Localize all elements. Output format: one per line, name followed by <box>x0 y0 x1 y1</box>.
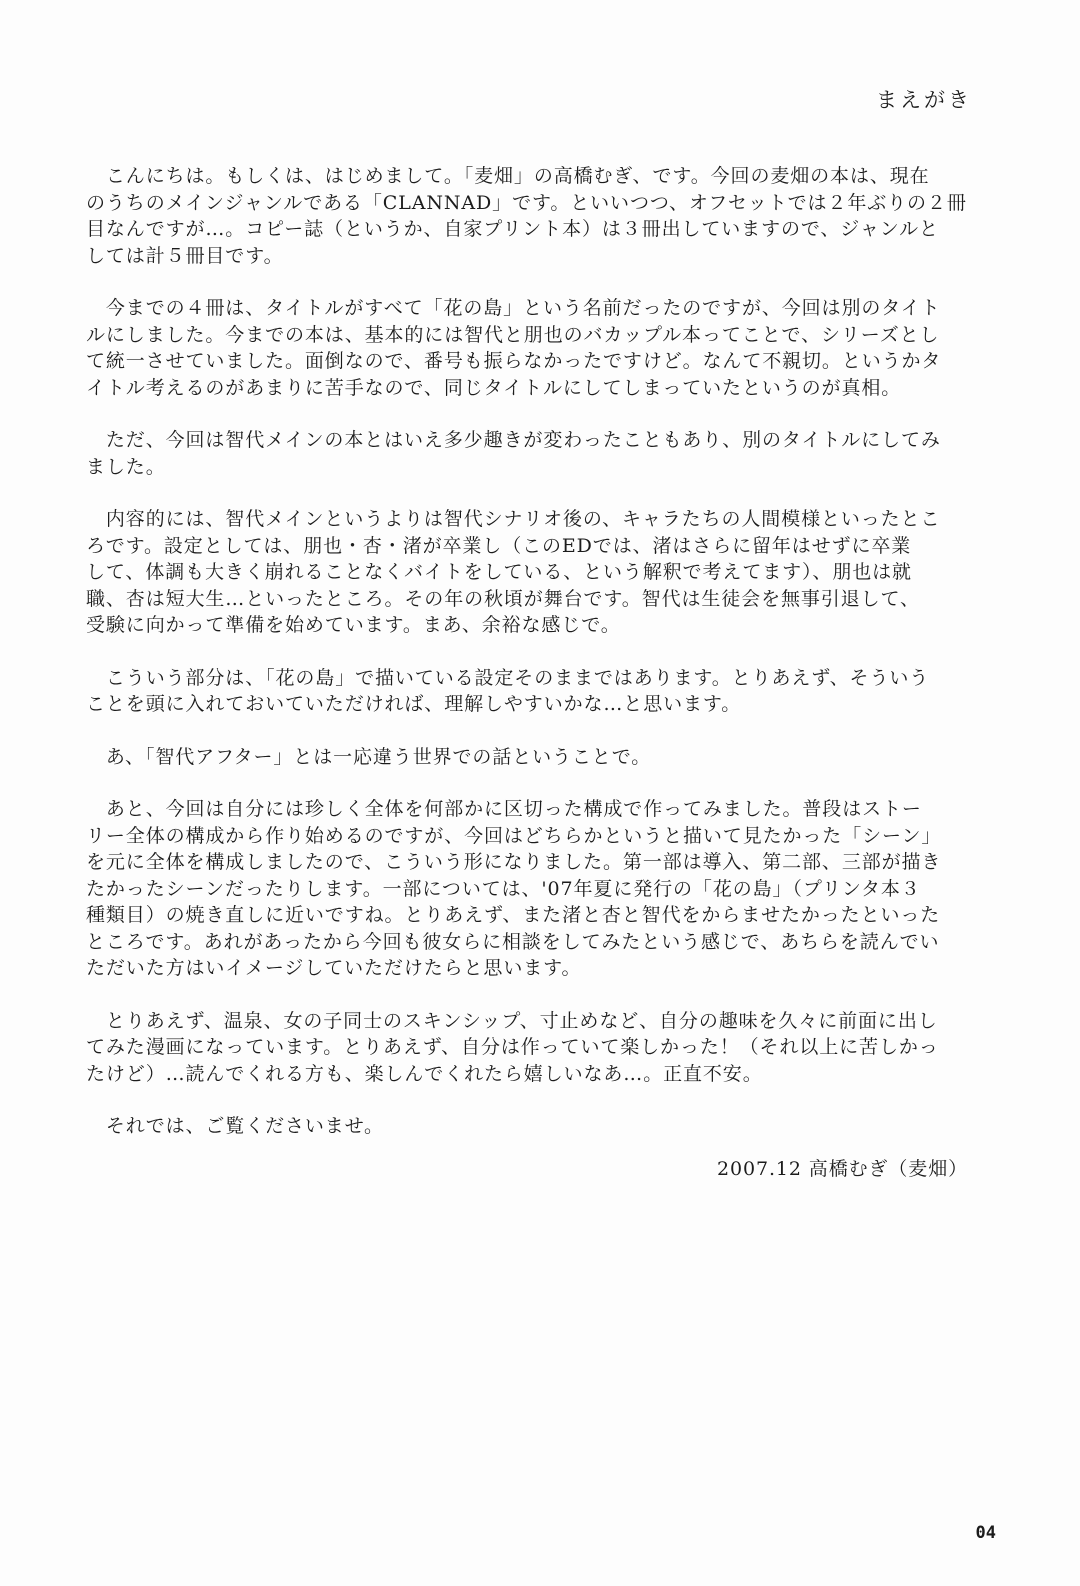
text-line: ことを頭に入れておいていただければ、理解しやすいかな…と思います。 <box>86 693 742 715</box>
text-line: たかったシーンだったりします。一部については、'07年夏に発行の「花の島」（プリンタ本３ <box>86 877 921 900</box>
text-line: ました。 <box>86 455 166 478</box>
paragraph <box>86 796 978 982</box>
paragraph <box>86 665 978 718</box>
text-line: てみた漫画になっています。とりあえず、自分は作っていて楽しかった！（それ以上に苦しかっ <box>86 1036 939 1058</box>
text-line: して、体調も大きく崩れることなくバイトをしている、という解釈で考えてます）、朋也は就 <box>86 561 912 583</box>
text-line: あ、「智代アフター」とは一応違う世界での話ということで。 <box>86 745 652 768</box>
text-line: とりあえず、温泉、女の子同士のスキンシップ、寸止めなど、自分の趣味を久々に前面に出し <box>86 1009 938 1032</box>
paragraph <box>86 1008 978 1088</box>
text-line: こういう部分は、「花の島」で描いている設定そのままではあります。とりあえず、そういう <box>86 666 930 689</box>
page-number: 04 <box>975 1523 996 1543</box>
text-line: こんにちは。もしくは、はじめまして。「麦畑」の高橋むぎ、です。今回の麦畑の本は、現在 <box>86 165 930 187</box>
paragraph <box>86 744 978 771</box>
preface-body <box>86 163 978 1166</box>
paragraph <box>86 1113 978 1140</box>
text-line: のうちのメインジャンルである「CLANNAD」です。といいつつ、オフセットでは２年ぶりの２冊 <box>86 191 967 214</box>
text-line: ルにしました。今までの本は、基本的には智代と朋也のバカップル本ってことで、シリーズとし <box>86 323 940 346</box>
text-line: 今までの４冊は、タイトルがすべて「花の島」という名前だったのですが、今回は別のタイト <box>86 297 941 319</box>
text-line: 内容的には、智代メインというよりは智代シナリオ後の、キャラたちの人間模様といったとこ <box>86 508 941 530</box>
text-line: ただいた方はいイメージしていただけたらと思います。 <box>86 957 582 979</box>
text-line: 種類目）の焼き直しに近いですね。とりあえず、また渚と杏と智代をからませたかったといった <box>86 904 941 926</box>
paragraph <box>86 427 978 480</box>
text-line: ただ、今回は智代メインの本とはいえ多少趣きが変わったこともあり、別のタイトルにしてみ <box>86 429 941 451</box>
paragraph <box>86 295 978 401</box>
text-line: しては計５冊目です。 <box>86 244 284 267</box>
text-line: 目なんですが…。コピー誌（というか、自家プリント本）は３冊出していますので、ジャンルと <box>86 218 939 240</box>
text-line: て統一させていました。面倒なので、番号も振らなかったですけど。なんて不親切。というかタ <box>86 350 942 372</box>
text-line: 受験に向かって準備を始めています。まあ、余裕な感じで。 <box>86 614 621 636</box>
paragraph <box>86 506 978 639</box>
text-line: 職、杏は短大生…といったところ。その年の秋頃が舞台です。智代は生徒会を無事引退して、 <box>86 587 920 610</box>
text-line: ところです。あれがあったから今回も彼女らに相談をしてみたという感じで、あちらを読んでい <box>86 930 940 953</box>
page-heading: まえがき <box>876 88 972 112</box>
signature: 2007.12 高橋むぎ（麦畑） <box>716 1158 968 1180</box>
text-line: を元に全体を構成しましたので、こういう形になりました。第一部は導入、第二部、三部が描き <box>86 851 942 873</box>
text-line: それでは、ご覧くださいませ。 <box>86 1115 384 1137</box>
text-line: リー全体の構成から作り始めるのですが、今回はどちらかというと描いて見たかった「シーン」 <box>86 824 942 847</box>
text-line: イトル考えるのがあまりに苦手なので、同じタイトルにしてしまっていたというのが真相。 <box>86 376 902 399</box>
text-line: あと、今回は自分には珍しく全体を何部かに区切った構成で作ってみました。普段はストー <box>86 798 922 820</box>
text-line: たけど）…読んでくれる方も、楽しんでくれたら嬉しいなあ…。正直不安。 <box>86 1062 763 1085</box>
paragraph <box>86 163 978 269</box>
text-line: ろです。設定としては、朋也・杏・渚が卒業し（このEDでは、渚はさらに留年はせずに卒業 <box>86 534 912 557</box>
